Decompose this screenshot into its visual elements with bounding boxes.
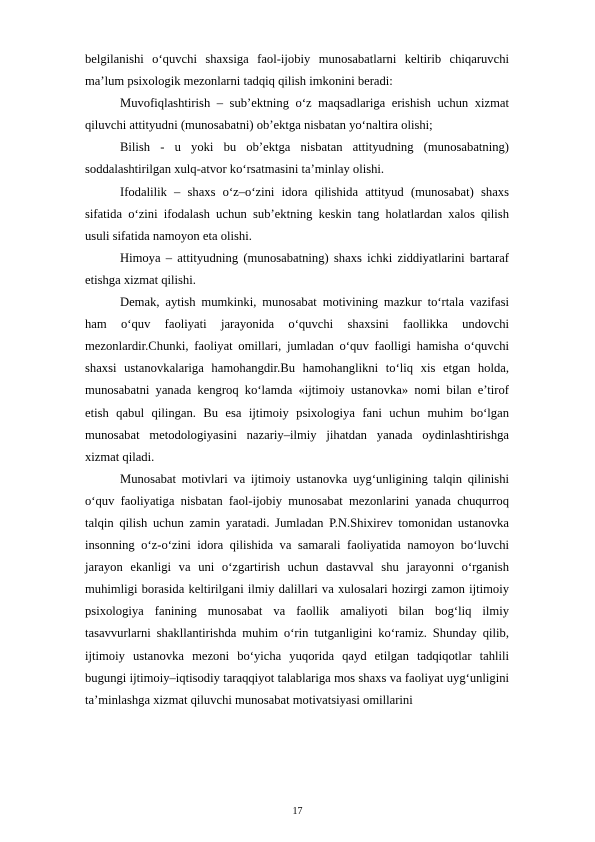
paragraph-continuation: belgilanishi o‘quvchi shaxsiga faol-ijobiy munosabatlarni keltirib chiqaruvchi ma’lum psixologik mezonlarni tadqiq qilish imkonini beradi: bbox=[85, 52, 509, 89]
paragraph-expressiveness: Ifodalilik – shaxs o‘z–o‘zini idora qilishida attityud (munosabat) shaxs sifatida o‘zini ifodalash uchun sub’ektning keskin tang holatlardan xalos qilish usuli sifatida namoyon eta olishi. bbox=[85, 184, 509, 243]
paragraph-coordination: Muvofiqlashtirish – sub’ektning o‘z maqsadlariga erishish uchun xizmat qiluvchi attityudni (munosabatni) ob’ektga nisbatan yo‘naltira olishi; bbox=[85, 96, 509, 133]
paragraph-motives: Munosabat motivlari va ijtimoiy ustanovka uyg‘unligining talqin qilinishi o‘quv faoliyatiga nisbatan faol-ijobiy munosabat mezonlarini yanada chuqurroq talqin qilish uchun zamin yaratadi. Jumladan P.N.Shixirev tomonidan ustanovka insonning o‘z-o‘zini idora qilishida va samarali faoliyatida namoyon bo‘luvchi jarayon ekanligi va uni o‘zgartirish uchun dastavval shu jarayonni o‘rganish muhimligi borasida keltirilgani ilmiy dalillari va xulosalari hozirgi zamon ijtimoiy psixologiya fanining munosabat va faollik amaliyoti bilan bog‘liq ilmiy tasavvurlarni shakllantirishda muhim o‘rin tutganligini ko‘ramiz. Shunday qilib, ijtimoiy ustanovka mezoni bo‘yicha yuqorida qayd etilgan tadqiqotlar tahlili bugungi ijtimoiy–iqtisodiy taraqqiyot talablariga mos shaxs va faoliyat uyg‘unligini ta’minlashga xizmat qiluvchi munosabat motivatsiyasi omillarini bbox=[85, 471, 509, 707]
paragraph-conclusion: Demak, aytish mumkinki, munosabat motivining mazkur to‘rtala vazifasi ham o‘quv faoliyati jarayonida o‘quvchi shaxsini faollikka undovchi mezonlardir.Chunki, faoliyat omillari, jumladan o‘quv faolligi hamisha o‘quvchi shaxsi ustanovkalariga hamohangdir.Bu hamohanglikni to‘liq xis etgan holda, munosabatni yanada kengroq ko‘lamda «ijtimoiy ustanovka» nomi bilan e’tirof etish qabul qilingan. Bu esa ijtimoiy psixologiya fani uchun muhim bo‘lgan munosabat metodologiyasini nazariy–ilmiy jihatdan yanada oydinlashtirishga xizmat qiladi. bbox=[85, 295, 509, 464]
body-text bbox=[85, 48, 509, 711]
paragraph-knowledge: Bilish - u yoki bu ob’ektga nisbatan attityudning (munosabatning) soddalashtirilgan xulq-atvor ko‘rsatmasini ta’minlay olishi. bbox=[85, 140, 509, 177]
paragraph-protection: Himoya – attityudning (munosabatning) shaxs ichki ziddiyatlarini bartaraf etishga xizmat qilishi. bbox=[85, 250, 509, 287]
page-number: 17 bbox=[292, 806, 303, 817]
